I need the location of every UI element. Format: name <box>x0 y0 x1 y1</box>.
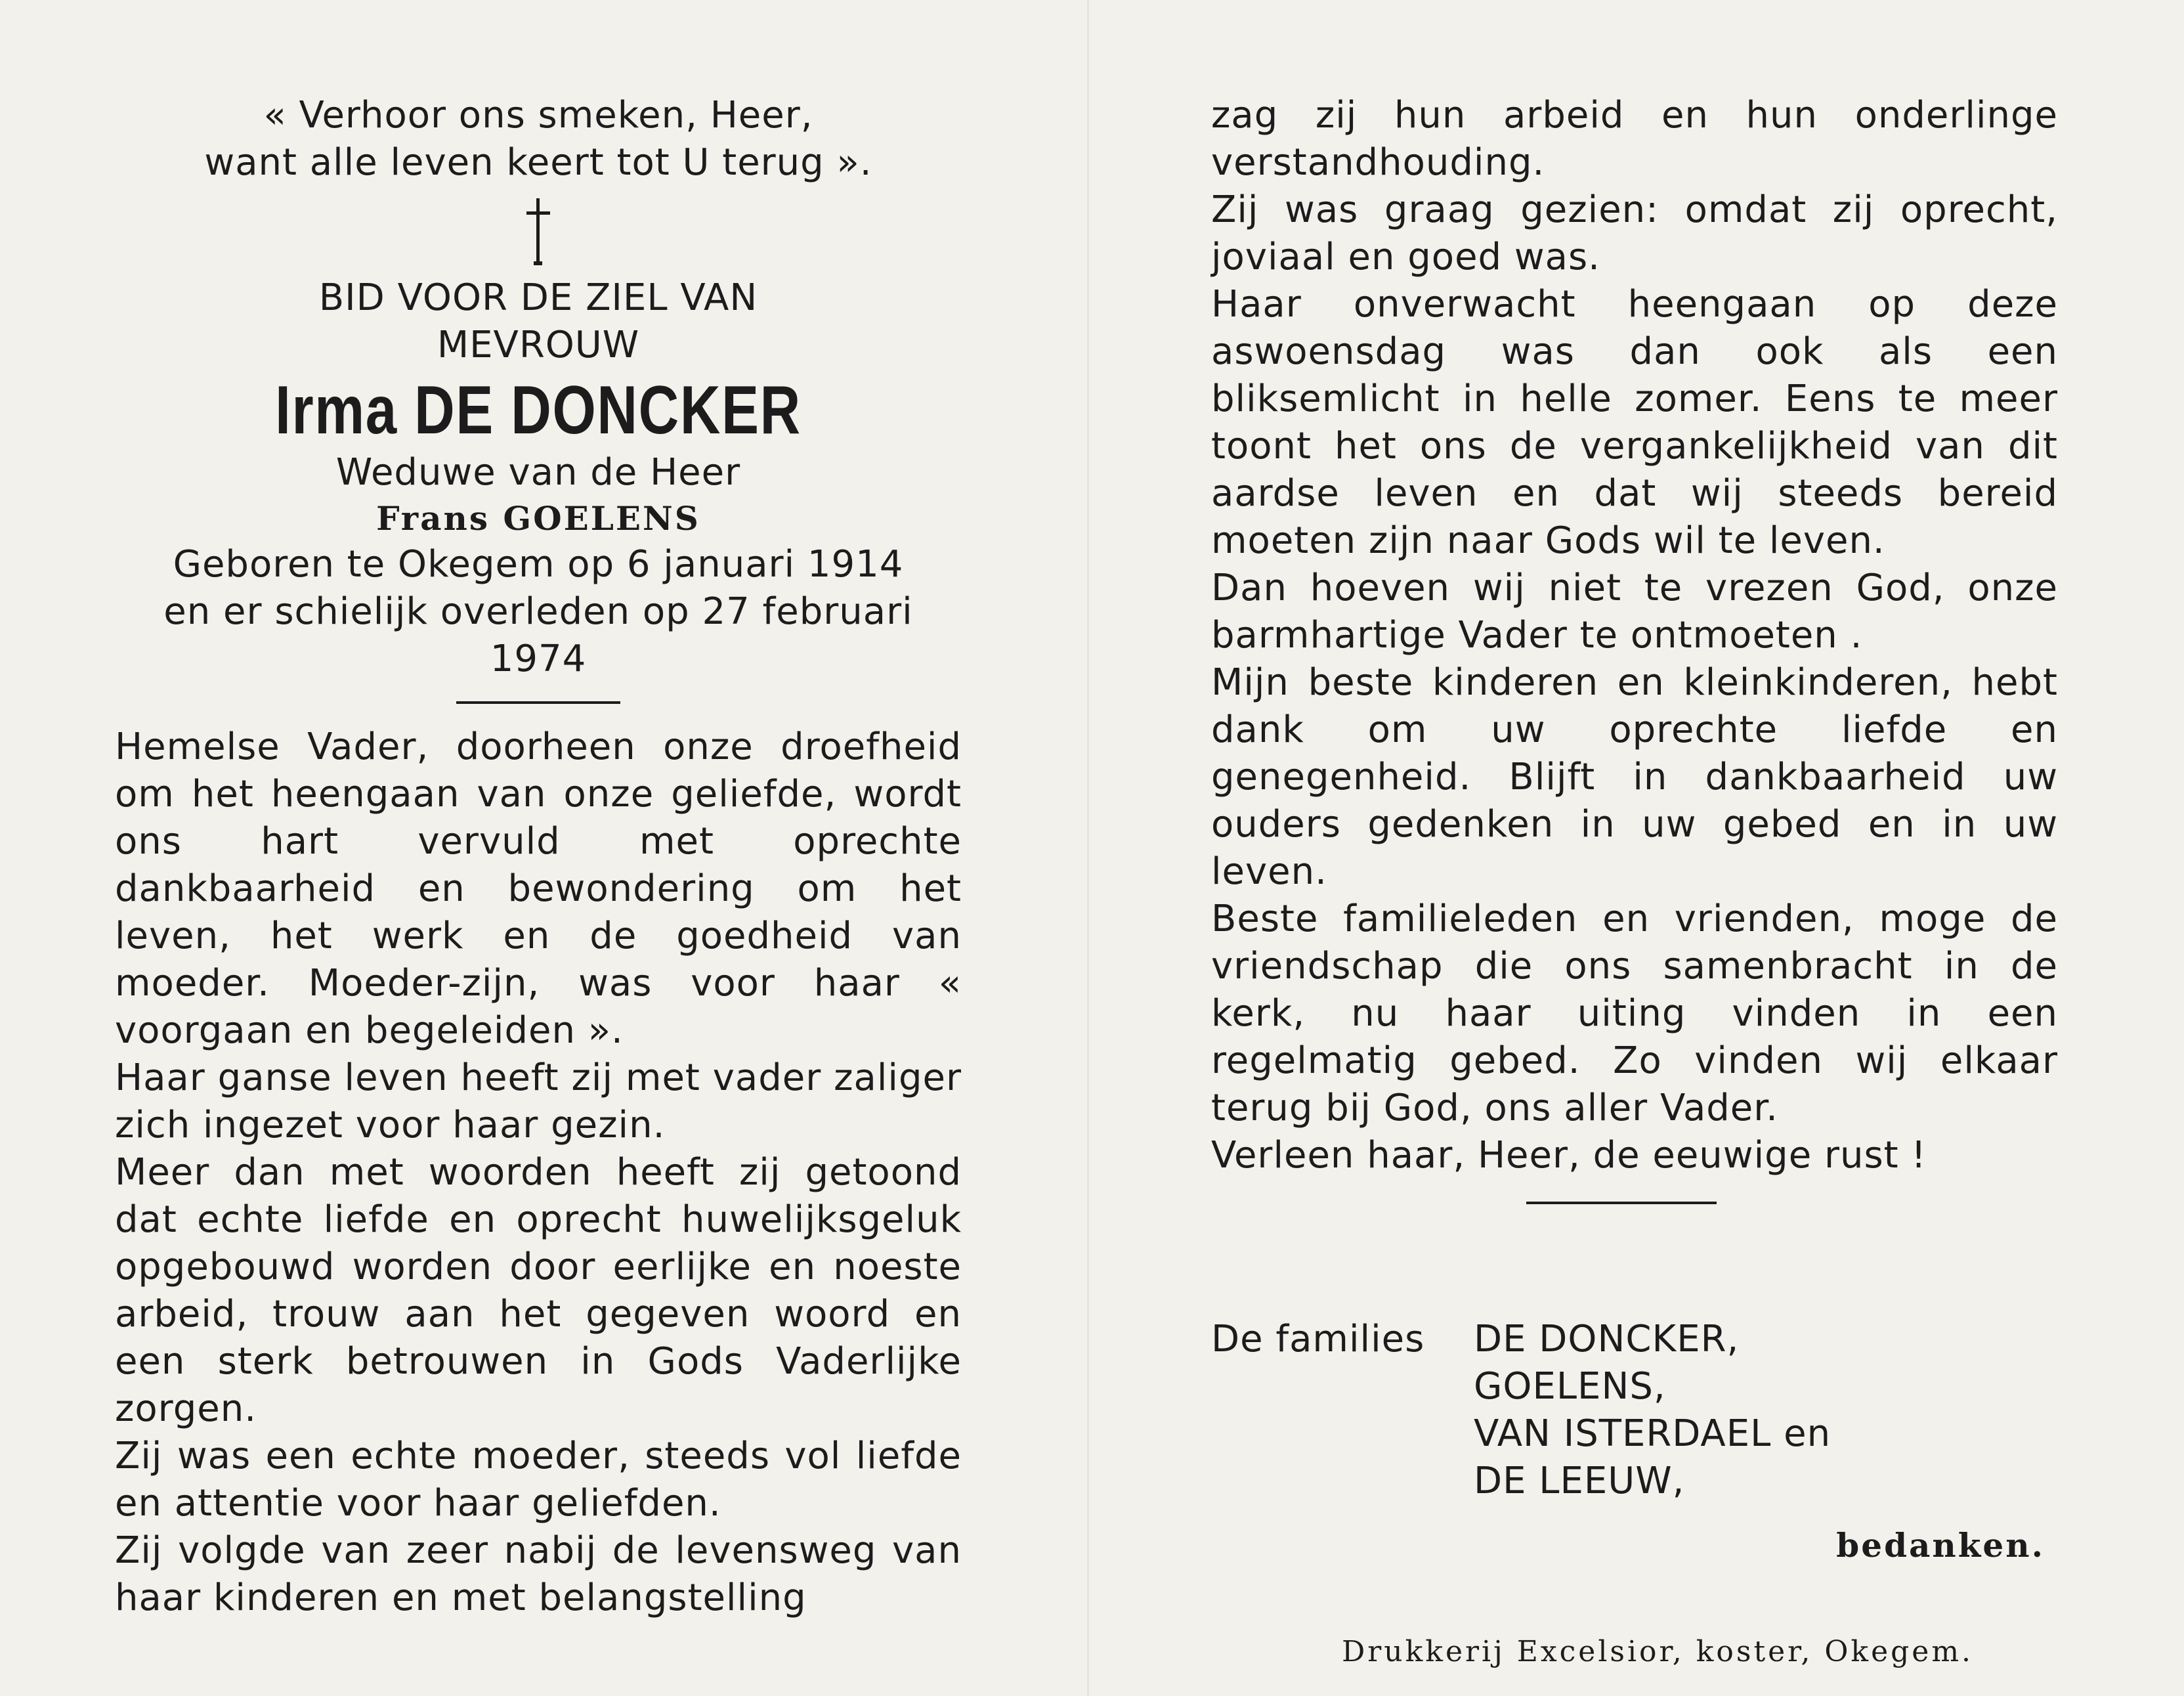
fold-line <box>1087 0 1089 1696</box>
paragraph: Beste familieleden en vrienden, moge de vriendschap die ons samenbracht in de kerk, nu haar uiting vinden in een regelmatig gebed. Zo vinden wij elkaar terug bij God, ons aller Vader. <box>1211 898 2058 1129</box>
family-name: VAN ISTERDAEL en <box>1474 1412 1831 1455</box>
paragraph: Dan hoeven wij niet te vrezen God, onze barmhartige Vader te ontmoeten . <box>1211 567 2058 657</box>
printer-credit: Drukkerij Excelsior, koster, Okegem. <box>1341 1635 1974 1668</box>
paragraph: Meer dan met woorden heeft zij getoond dat echte liefde en oprecht huwelijksgeluk opgebouwd worden door eerlijke en noeste arbeid, trouw aan het gegeven woord en een sterk betrouwen in Gods Vaderlijke zorgen. <box>115 1151 962 1430</box>
prayer-heading: BID VOOR DE ZIEL VAN <box>318 276 758 319</box>
death-year: 1974 <box>490 638 587 680</box>
opening-verse <box>115 92 962 186</box>
paragraph: Zij volgde van zeer nabij de levensweg van haar kinderen en met belangstelling <box>115 1529 962 1619</box>
death-line: en er schielijk overleden op 27 februari <box>163 590 913 633</box>
family-name: DE DONCKER, <box>1474 1318 1740 1360</box>
deceased-name: Irma DE DONCKER <box>275 372 802 448</box>
paragraph: zag zij hun arbeid en hun onderlinge verstandhouding. <box>1211 94 2058 184</box>
right-panel <box>1211 92 2058 1676</box>
families-label: De families <box>1211 1318 1425 1360</box>
family-names <box>1474 1316 2058 1505</box>
left-panel <box>115 92 962 1622</box>
divider <box>456 701 620 704</box>
cross-icon <box>519 196 558 268</box>
paragraph: Haar ganse leven heeft zij met vader zaliger zich ingezet voor haar gezin. <box>115 1056 962 1146</box>
paragraph: Zij was een echte moeder, steeds vol liefde en attentie voor haar geliefden. <box>115 1435 962 1525</box>
closing-prayer: Verleen haar, Heer, de eeuwige rust ! <box>1211 1134 1927 1177</box>
paragraph: Zij was graag gezien: omdat zij oprecht, joviaal en goed was. <box>1211 188 2058 278</box>
verse-line: « Verhoor ons smeken, Heer, <box>263 94 813 137</box>
paragraph: Haar onverwacht heengaan op deze aswoensdag was dan ook als een bliksemlicht in helle zomer. Eens te meer toont het ons de vergankelijkheid van dit aardse leven en dat wij steeds bereid moeten zijn naar Gods wil te leven. <box>1211 283 2058 562</box>
thanks: bedanken. <box>1836 1526 2045 1565</box>
family-name: GOELENS, <box>1474 1365 1666 1408</box>
birth-line: Geboren te Okegem op 6 januari 1914 <box>173 543 904 586</box>
family-name: DE LEEUW, <box>1474 1460 1685 1502</box>
verse-line: want alle leven keert tot U terug ». <box>204 141 872 184</box>
title-mevrouw: MEVROUW <box>437 324 640 366</box>
husband-name: Frans GOELENS <box>376 499 700 538</box>
divider <box>1526 1202 1717 1204</box>
paragraph: Mijn beste kinderen en kleinkinderen, hebt dank om uw oprechte liefde en genegenheid. Blijft in dankbaarheid uw ouders gedenken in uw gebed en in uw leven. <box>1211 661 2058 893</box>
families-block <box>1211 1316 2058 1505</box>
widow-of: Weduwe van de Heer <box>335 451 741 494</box>
paragraph: Hemelse Vader, doorheen onze droefheid om het heengaan van onze geliefde, wordt ons hart vervuld met oprechte dankbaarheid en bewondering om het leven, het werk en de goedheid van moeder. Moeder-zijn, was voor haar « voorgaan en begeleiden ». <box>115 726 962 1052</box>
